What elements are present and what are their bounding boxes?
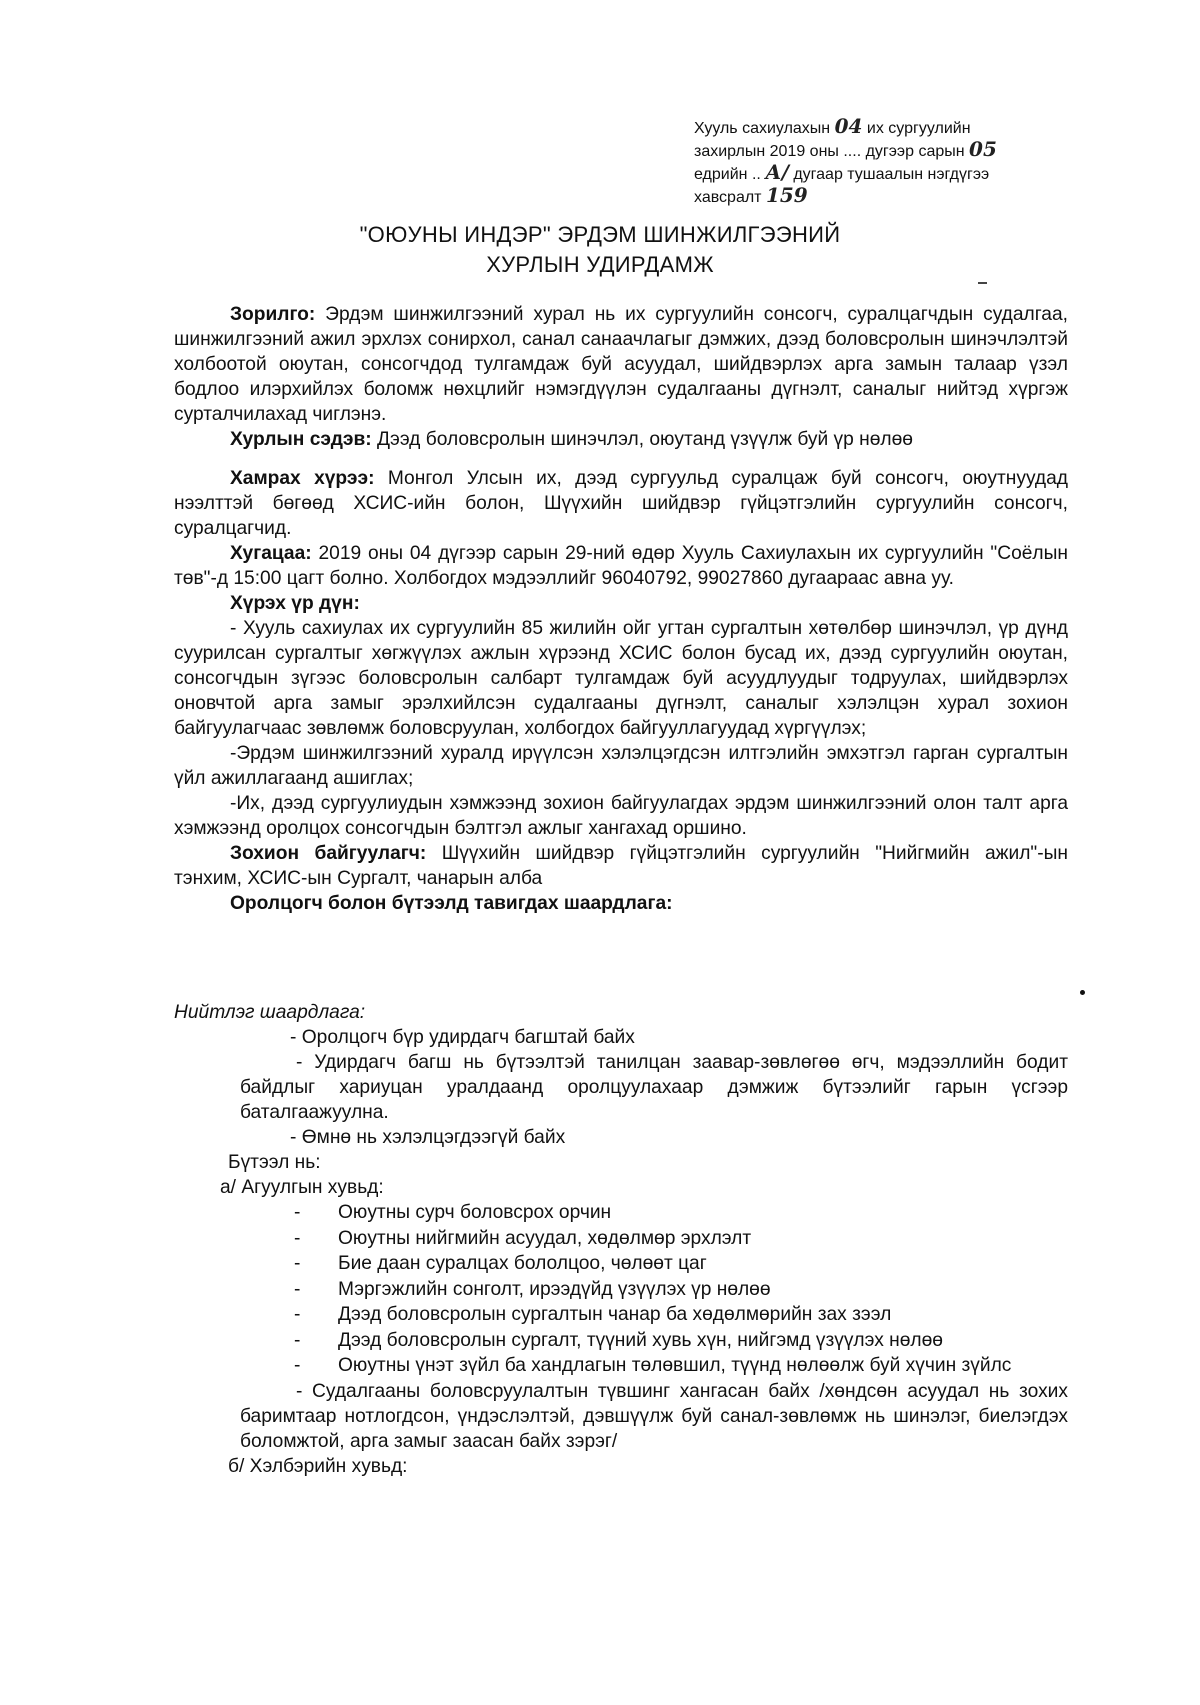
deadline-text: 2019 оны 04 дүгээр сарын 29-ний өдөр Хууль Сахиулахын их сургуулийн "Соёлын төв"-д 15:00 цагт болно. Холбогдох мэдээллийг 96040792, 99027860 дугаараас авна уу.	[174, 543, 1068, 589]
scope-label: Хамрах хүрээ:	[230, 468, 375, 489]
goal-text: Эрдэм шинжилгээний хурал нь их сургуулийн сонсогч, суралцагчдын судалгаа, шинжилгээний ажил эрхлэх сонирхол, санал санаачлагыг дэмжих, дээд боловсролын шинэчлэлтэй холбоотой оюутан, сонсогчдод тулгамдаж буй асуудал, шийдвэрлэх арга замын талаар үзэл бодлоо илэрхийлэх боломж нөхцлийг нэмэгдүүлэн судалгааны дүгнэлт, саналыг нийтэд хүргэж сурталчилахад чиглэнэ.	[174, 304, 1068, 425]
note-text: хавсралт	[694, 189, 762, 206]
requirement-1: - Оролцогч бүр удирдагч багштай байх	[290, 1027, 635, 1048]
goal-label: Зорилго:	[230, 304, 316, 325]
scan-mark	[978, 282, 987, 284]
deadline-label: Хугацаа:	[230, 543, 312, 564]
note-text: захирлын 2019 оны ....	[694, 143, 862, 160]
topic-paragraph	[174, 427, 1068, 452]
organizer-paragraph	[174, 841, 1068, 891]
outcome-item-2: -Эрдэм шинжилгээний хуралд ирүүлсэн хэлэлцэгдсэн илтгэлийн эмхэтгэл гарган сургалтын үйл ажиллагаанд ашиглах;	[174, 743, 1068, 789]
decree-attachment-note	[694, 116, 1070, 208]
list-item: - Дээд боловсролын сургалт, түүний хувь хүн, нийгэмд үзүүлэх нөлөө	[294, 1328, 1068, 1354]
outcome-item-1: - Хууль сахиулах их сургуулийн 85 жилийн ойг угтан сургалтын хөтөлбөр шинэчлэл, үр дүнд суурилсан сургалтыг хөгжүүлэх ажлын хүрээнд ХСИС болон бусад их, дээд сургуулийн оюутан, сонсогчдын зүгээс боловсролын салбарт тулгамдаж буй асуудлуудыг тодруулах, шийдвэрлэх оновчтой арга замыг эрэлхийлсэн судалгааны дүгнэлт, саналыг хэлэлцэн хурал зохион байгуулагчаас зөвлөмж боловсруулан, холбогдох байгууллагуудад хүргүүлэх;	[174, 618, 1068, 739]
organizer-label: Зохион байгуулагч:	[230, 843, 427, 864]
list-item: - Оюутны сурч боловсрох орчин	[294, 1200, 1068, 1226]
note-line-3	[694, 162, 1070, 185]
handwritten-number: А/	[765, 160, 789, 184]
note-line-4	[694, 185, 1070, 208]
note-text: дугээр сарын	[865, 143, 965, 160]
requirements-heading	[174, 891, 1068, 916]
deadline-paragraph	[174, 541, 1068, 591]
document-title-line-2: ХУРЛЫН УДИРДАМЖ	[486, 252, 714, 277]
note-text: их сургуулийн	[866, 120, 971, 137]
requirements-heading-text: Оролцогч болон бүтээлд тавигдах шаардлага:	[230, 893, 673, 914]
note-line-1	[694, 116, 1070, 139]
requirements-section	[174, 1000, 1068, 1479]
outcome-heading	[174, 591, 1068, 616]
handwritten-month: 04	[834, 114, 863, 138]
topic-list	[294, 1200, 1068, 1379]
list-item: - Мэргэжлийн сонголт, ирээдүйд үзүүлэх үр нөлөө	[294, 1277, 1068, 1303]
scope-text: Монгол Улсын их, дээд сургуульд суралцаж буй сонсогч, оюутнуудад нээлттэй бөгөөд ХСИС-ийн болон, Шүүхийн шийдвэр гүйцэтгэлийн сургуулийн сонсогч, суралцагчид.	[174, 468, 1068, 539]
note-line-2	[694, 139, 1070, 162]
scan-dot	[1080, 990, 1085, 995]
requirement-3: - Өмнө нь хэлэлцэгдээгүй байх	[290, 1127, 566, 1148]
outcome-item-3: -Их, дээд сургуулиудын хэмжээнд зохион байгуулагдах эрдэм шинжилгээний олон талт арга хэмжээнд оролцох сонсогчдын бэлтгэл ажлыг хангахад оршино.	[174, 793, 1068, 839]
topic-label: Хурлын сэдэв:	[230, 429, 372, 450]
handwritten-reference: 159	[765, 183, 808, 207]
note-text: едрийн ..	[694, 166, 761, 183]
works-label: Бүтээл нь:	[228, 1152, 321, 1173]
list-item: - Оюутны нийгмийн асуудал, хөдөлмөр эрхлэлт	[294, 1226, 1068, 1252]
content-label: а/ Агуулгын хувьд:	[220, 1177, 384, 1198]
general-requirements-label: Нийтлэг шаардлага:	[174, 1002, 366, 1023]
note-text: Хууль сахиулахын	[694, 120, 831, 137]
requirement-2: - Удирдагч багш нь бүтээлтэй танилцан заавар-зөвлөгөө өгч, мэдээллийн бодит байдлыг хариуцан уралдаанд оролцуулахаар дэмжиж бүтээлийг гарын үсгээр баталгаажуулна.	[240, 1052, 1068, 1123]
document-title-line-1: "ОЮУНЫ ИНДЭР" ЭРДЭМ ШИНЖИЛГЭЭНИЙ	[359, 222, 841, 247]
outcome-label: Хүрэх үр дүн:	[230, 593, 360, 614]
list-item: - Дээд боловсролын сургалтын чанар ба хөдөлмөрийн зах зээл	[294, 1302, 1068, 1328]
list-item: - Бие даан суралцах бололцоо, чөлөөт цаг	[294, 1251, 1068, 1277]
goal-paragraph	[174, 302, 1068, 427]
list-item: - Оюутны үнэт зүйл ба хандлагын төлөвшил, түүнд нөлөөлж буй хүчин зүйлс	[294, 1353, 1068, 1379]
organizer-text: Шүүхийн шийдвэр гүйцэтгэлийн сургуулийн "Нийгмийн ажил"-ын тэнхим, ХСИС-ын Сургалт, чанарын алба	[174, 843, 1068, 889]
form-label: б/ Хэлбэрийн хувьд:	[228, 1455, 408, 1477]
note-text: дугаар тушаалын нэгдүгээ	[793, 166, 990, 183]
document-body	[174, 302, 1068, 916]
topic-text: Дээд боловсролын шинэчлэл, оюутанд үзүүлж буй үр нөлөө	[377, 429, 913, 450]
scope-paragraph	[174, 466, 1068, 541]
handwritten-day: 05	[969, 137, 997, 161]
quality-requirement: - Судалгааны боловсруулалтын түвшинг хангасан байх /хөндсөн асуудал нь зохих баримтаар нотлогдсон, үндэслэлтэй, дэвшүүлж буй санал-зөвлөмж нь шинэлэг, биелэгдэх боломжтой, арга замыг заасан байх зэрэг/	[240, 1380, 1068, 1452]
